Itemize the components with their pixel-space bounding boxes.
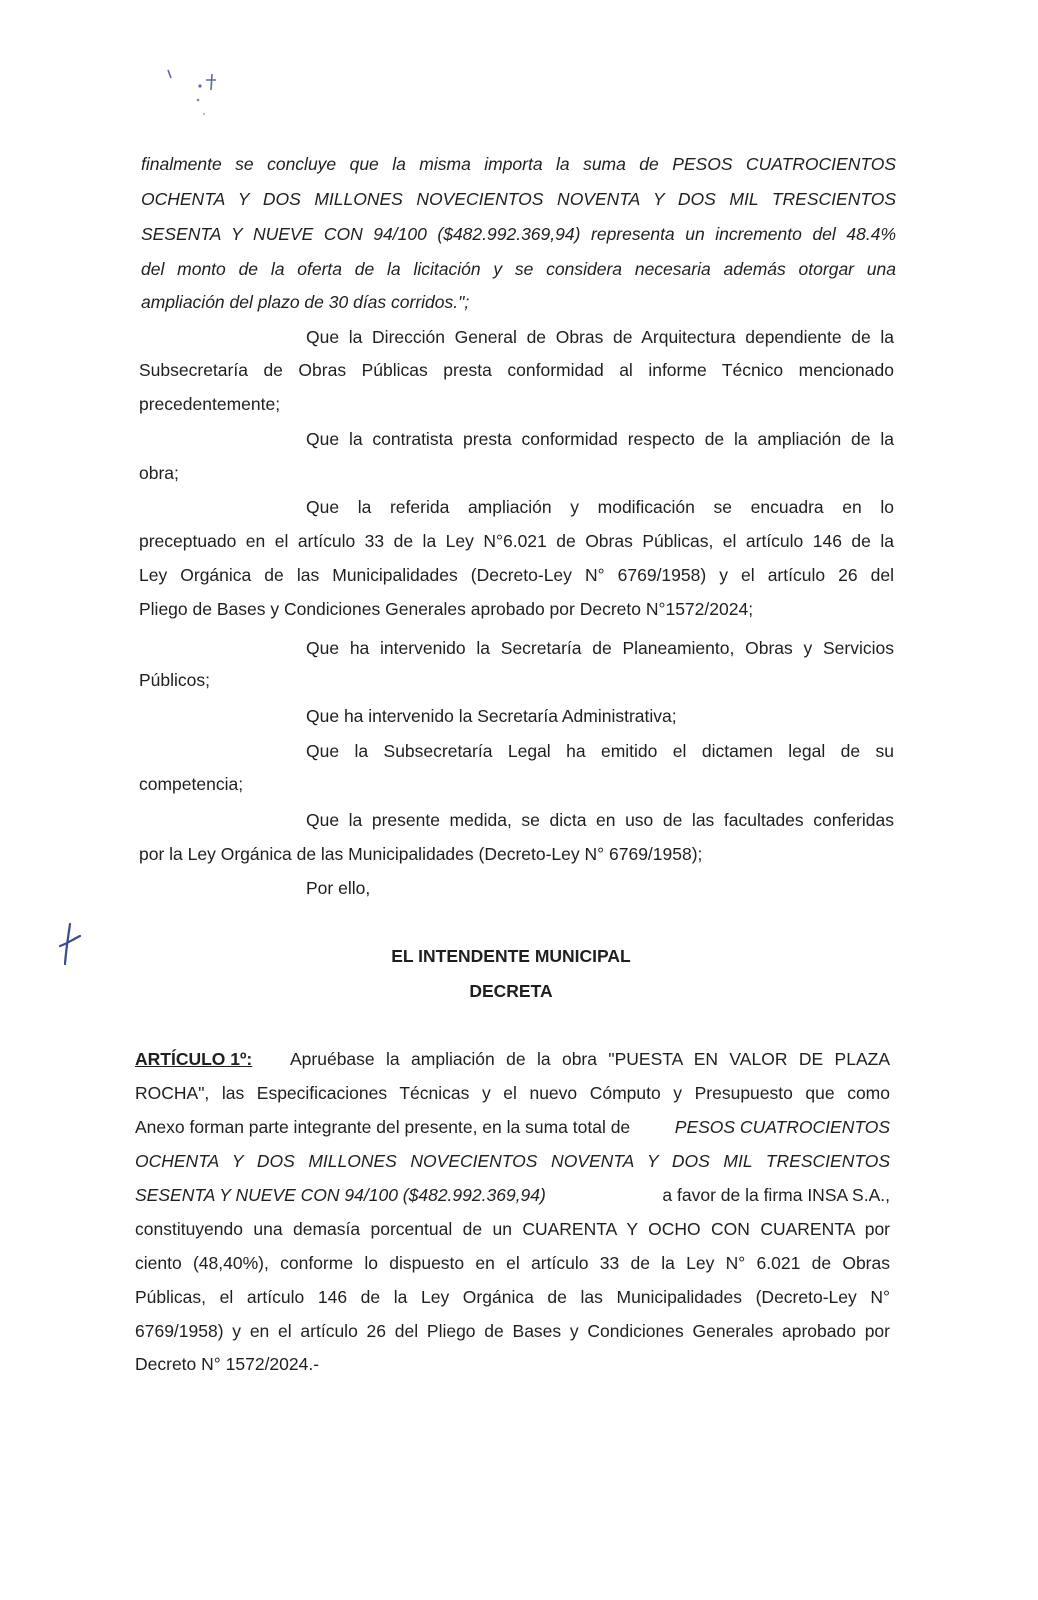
para5-line-1: Que ha intervenido la Secretaría de Planeamiento, Obras y Servicios (306, 638, 894, 658)
margin-ink-mark (56, 920, 86, 970)
quote-line-1: finalmente se concluye que la misma importa la suma de PESOS CUATROCIENTOS (141, 154, 896, 174)
para7-line-1: Que la Subsecretaría Legal ha emitido el dictamen legal de su (306, 741, 894, 761)
article-1-line-3 (135, 1116, 890, 1138)
ink-specks (160, 66, 250, 126)
para2-line-1: Que la Dirección General de Obras de Arquitectura dependiente de la (306, 327, 894, 347)
article-1-line-1 (135, 1048, 890, 1070)
article-1-text-5b: a favor de la firma INSA S.A., (662, 1185, 890, 1205)
article-1-line-10: Decreto N° 1572/2024.- (135, 1354, 320, 1374)
para2-line-2: Subsecretaría de Obras Públicas presta conformidad al informe Técnico mencionado (139, 360, 894, 380)
article-1-text-3a: Anexo forman parte integrante del presente, en la suma total de (135, 1117, 631, 1137)
heading-intendente: EL INTENDENTE MUNICIPAL (391, 946, 631, 966)
article-1-line-8: Públicas, el artículo 146 de la Ley Orgánica de las Municipalidades (Decreto-Ley N° (135, 1287, 890, 1307)
quote-line-3: SESENTA Y NUEVE CON 94/100 ($482.992.369,94) representa un incremento del 48.4% (141, 224, 896, 244)
article-1-text-3b: PESOS CUATROCIENTOS (674, 1117, 890, 1137)
para3-line-2: obra; (139, 463, 179, 483)
article-1-line-4: OCHENTA Y DOS MILLONES NOVECIENTOS NOVENTA Y DOS MIL TRESCIENTOS (135, 1151, 890, 1171)
para2-line-3: precedentemente; (139, 394, 281, 414)
para3-line-1: Que la contratista presta conformidad respecto de la ampliación de la (306, 429, 894, 449)
article-1-label: ARTÍCULO 1º: (135, 1049, 253, 1069)
quote-line-5: ampliación del plazo de 30 días corridos."; (141, 292, 470, 312)
quote-line-2: OCHENTA Y DOS MILLONES NOVECIENTOS NOVENTA Y DOS MIL TRESCIENTOS (141, 189, 896, 209)
para6-line-1: Que ha intervenido la Secretaría Administrativa; (306, 706, 677, 726)
para4-line-4: Pliego de Bases y Condiciones Generales aprobado por Decreto N°1572/2024; (139, 599, 754, 619)
article-1-line-9: 6769/1958) y en el artículo 26 del Pliego de Bases y Condiciones Generales aprobado por (135, 1321, 890, 1341)
article-1-text-1: Apruébase la ampliación de la obra "PUESTA EN VALOR DE PLAZA (290, 1049, 890, 1069)
para5-line-2: Públicos; (139, 670, 211, 690)
para8-line-1: Que la presente medida, se dicta en uso de las facultades conferidas (306, 810, 894, 830)
para4-line-1: Que la referida ampliación y modificación se encuadra en lo (306, 497, 894, 517)
quote-line-4: del monto de la oferta de la licitación y se considera necesaria además otorgar una (141, 259, 896, 279)
article-1-line-6: constituyendo una demasía porcentual de un CUARENTA Y OCHO CON CUARENTA por (135, 1219, 890, 1239)
article-1-line-2: ROCHA", las Especificaciones Técnicas y el nuevo Cómputo y Presupuesto que como (135, 1083, 890, 1103)
para8-line-2: por la Ley Orgánica de las Municipalidades (Decreto-Ley N° 6769/1958); (139, 844, 703, 864)
article-1-line-7: ciento (48,40%), conforme lo dispuesto en el artículo 33 de la Ley N° 6.021 de Obras (135, 1253, 890, 1273)
heading-decreta: DECRETA (469, 981, 553, 1001)
para4-line-3: Ley Orgánica de las Municipalidades (Decreto-Ley N° 6769/1958) y el artículo 26 del (139, 565, 894, 585)
por-ello: Por ello, (306, 878, 371, 898)
para7-line-2: competencia; (139, 774, 244, 794)
article-1-line-5 (135, 1184, 890, 1206)
article-1-text-5a: SESENTA Y NUEVE CON 94/100 ($482.992.369,94) (135, 1185, 546, 1205)
para4-line-2: preceptuado en el artículo 33 de la Ley N°6.021 de Obras Públicas, el artículo 146 de la (139, 531, 894, 551)
